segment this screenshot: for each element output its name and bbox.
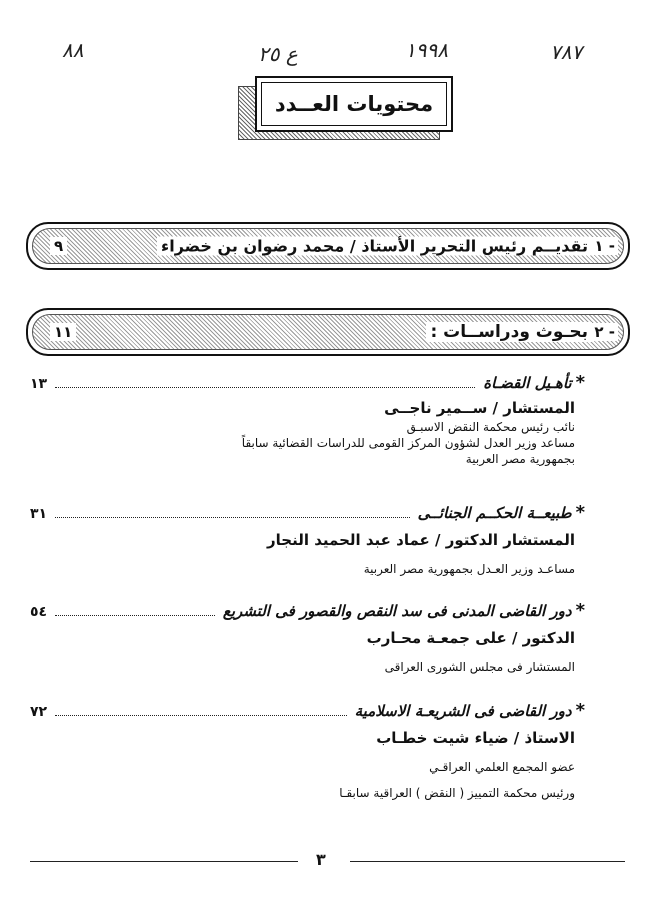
toc-entry [30,372,585,467]
entry-title: دور القاضى فى الشريعـة الاسلامية [354,702,572,720]
page-title: محتويات العــدد [255,76,453,132]
section-number: ١ - [591,237,618,255]
section-banner-1 [26,222,630,270]
dot-leader [55,507,410,518]
footer-page-number: ٣ [316,850,326,869]
handwritten-issue: ع ٢٥ [258,42,298,66]
entry-role: مساعد وزير العدل لشؤون المركز القومى للدراسات القضائية سابقاً [241,436,575,450]
entry-author: المستشار الدكتور / عماد عبد الحميد النجار [267,531,575,549]
section-number: ٢ - [591,323,618,341]
section-title: تقديــم رئيس التحرير الأستاذ / محمد رضوان بن خضراء [157,237,592,256]
entry-role: مساعـد وزير العـدل بجمهورية مصر العربية [363,562,575,576]
dot-leader [55,705,347,716]
bullet-star: * [575,700,585,721]
entry-title: دور القاضى المدنى فى سد النقص والقصور فى التشريع [222,602,572,620]
footer-rule-right [350,861,625,862]
entry-page: ١٣ [30,376,48,392]
entry-role: عضو المجمع العلمي العراقـي [429,760,575,774]
bullet-star: * [575,600,585,621]
entry-page: ٧٢ [30,704,48,720]
entry-author: الاستاذ / ضياء شيت خطـاب [376,729,575,747]
dot-leader [55,605,215,616]
toc-entry [30,700,585,801]
entry-role: نائب رئيس محكمة النقض الاسبـق [406,420,575,434]
section-page: ٩ [50,237,67,255]
entry-role: المستشار فى مجلس الشورى العراقى [384,660,575,674]
section-banner-2 [26,308,630,356]
dot-leader [55,377,475,388]
entry-role: بجمهورية مصر العربية [465,452,575,466]
entry-title: تأهـيل القضـاة [483,374,572,392]
section-title: بحـوث ودراســات : [426,322,592,342]
toc-entry [30,600,585,675]
handwritten-year: ١٩٩٨ [405,38,448,62]
entry-role: ورئيس محكمة التمييز ( النقض ) العراقية سابقـا [339,786,575,800]
handwritten-note-left: ٨٨ [62,38,84,62]
entry-page: ٣١ [30,506,48,522]
bullet-star: * [575,502,585,523]
entry-author: المستشار / ســمير ناجــى [384,399,575,417]
bullet-star: * [575,372,585,393]
entry-page: ٥٤ [30,604,48,620]
section-page: ١١ [50,323,76,341]
toc-entry [30,502,585,577]
handwritten-note-right: ٧٨٧ [550,40,583,64]
entry-author: الدكتور / على جمعـة محـارب [366,629,575,647]
footer-rule-left [30,861,298,862]
entry-title: طبيعــة الحكــم الجنائــى [417,504,572,522]
